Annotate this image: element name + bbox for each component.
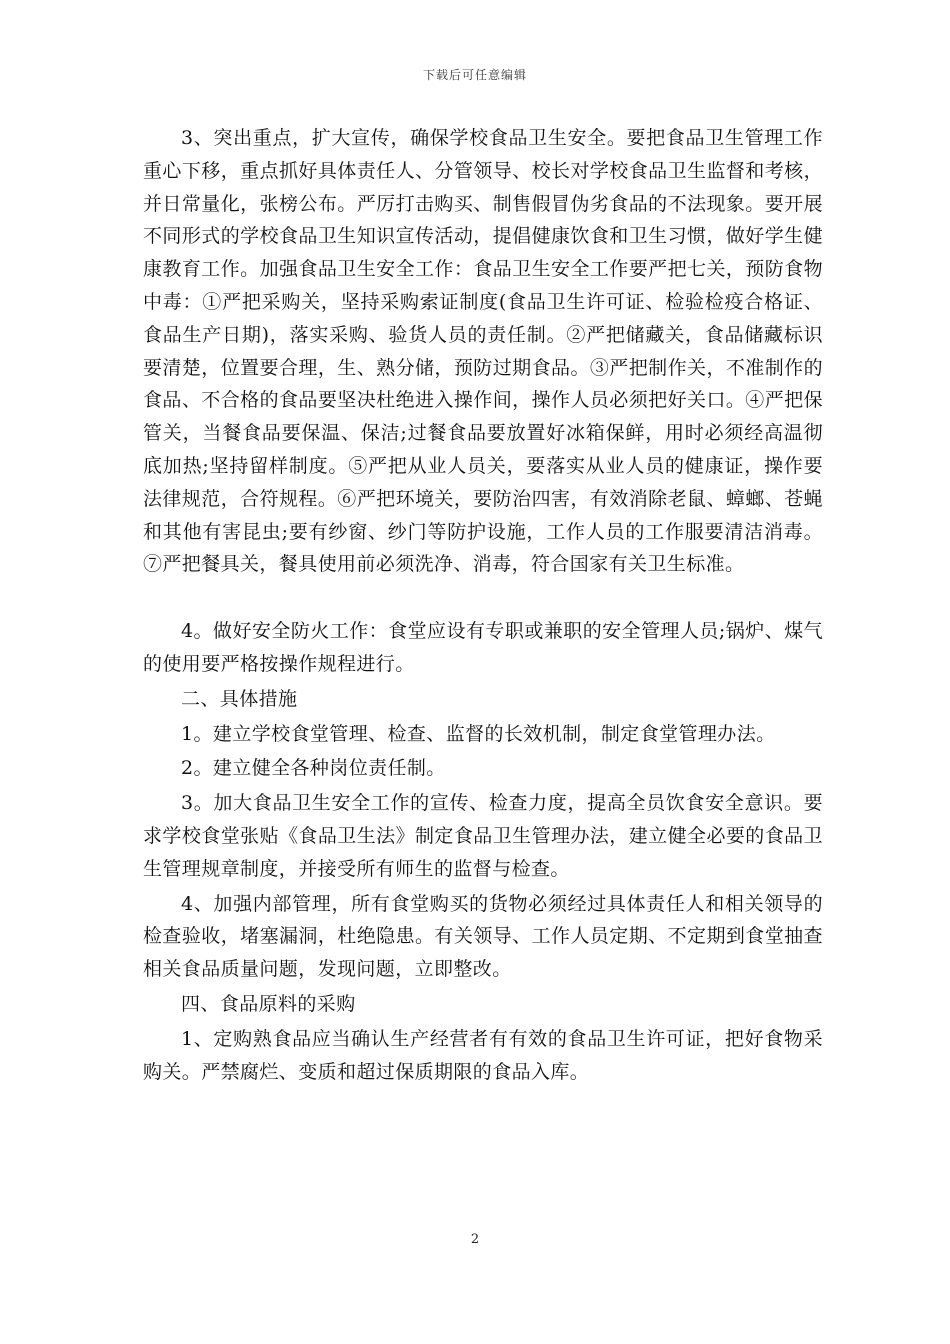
paragraph-measure-3: 3。加大食品卫生安全工作的宣传、检查力度，提高全员饮食安全意识。要求学校食堂张贴《食品卫生法》制定食品卫生管理办法，建立健全必要的食品卫生管理规章制度，并接受所有师生的监督与检查。 xyxy=(143,792,823,880)
paragraph-measure-4: 4、加强内部管理，所有食堂购买的货物必须经过具体责任人和相关领导的检查验收，堵塞漏洞，杜绝隐患。有关领导、工作人员定期、不定期到食堂抽查相关食品质量问题，发现问题，立即整改。 xyxy=(143,892,823,981)
paragraph-fire-safety: 4。做好安全防火工作：食堂应设有专职或兼职的安全管理人员;锅炉、煤气的使用要严格按操作规程进行。 xyxy=(143,620,823,675)
paragraph-gap xyxy=(143,581,823,615)
section-heading-procurement: 四、食品原料的采购 xyxy=(181,992,356,1015)
paragraph-measure-1: 1。建立学校食堂管理、检查、监督的长效机制，制定食堂管理办法。 xyxy=(181,722,776,745)
paragraph-procurement-1: 1、定购熟食品应当确认生产经营者有有效的食品卫生许可证，把好食物采购关。严禁腐烂、变质和超过保质期限的食品入库。 xyxy=(143,1027,823,1083)
page-header-note: 下载后可任意编辑 xyxy=(422,68,527,82)
page-number: 2 xyxy=(470,1232,480,1247)
paragraph-publicity: 3、突出重点，扩大宣传，确保学校食品卫生安全。要把食品卫生管理工作重心下移，重点抓好具体责任人、分管领导、校长对学校食品卫生监督和考核，并日常量化，张榜公布。严厉打击购买、制售假冒伪劣食品的不法现象。要开展不同形式的学校食品卫生知识宣传活动，提倡健康饮食和卫生习惯，做好学生健康教育工作。加强食品卫生安全工作：食品卫生安全工作要严把七关，预防食物中毒：①严把采购关，坚持采购索证制度(食品卫生许可证、检验检疫合格证、食品生产日期)，落实采购、验货人员的责任制。②严把储藏关，食品储藏标识要清楚，位置要合理，生、熟分储，预防过期食品。③严把制作关，不准制作的食品、不合格的食品要坚决杜绝进入操作间，操作人员必须把好关口。④严把保管关，当餐食品要保温、保洁;过餐食品要放置好冰箱保鲜，用时必须经高温彻底加热;坚持留样制度。⑤严把从业人员关，要落实从业人员的健康证，操作要法律规范，合符规程。⑥严把环境关，要防治四害，有效消除老鼠、蟑螂、苍蝇和其他有害昆虫;要有纱窗、纱门等防护设施，工作人员的工作服要清洁消毒。⑦严把餐具关，餐具使用前必须洗净、消毒，符合国家有关卫生标准。 xyxy=(143,127,823,576)
document-body xyxy=(143,122,823,1088)
section-heading-measures: 二、具体措施 xyxy=(181,687,298,710)
paragraph-measure-2: 2。建立健全各种岗位责任制。 xyxy=(181,757,446,780)
